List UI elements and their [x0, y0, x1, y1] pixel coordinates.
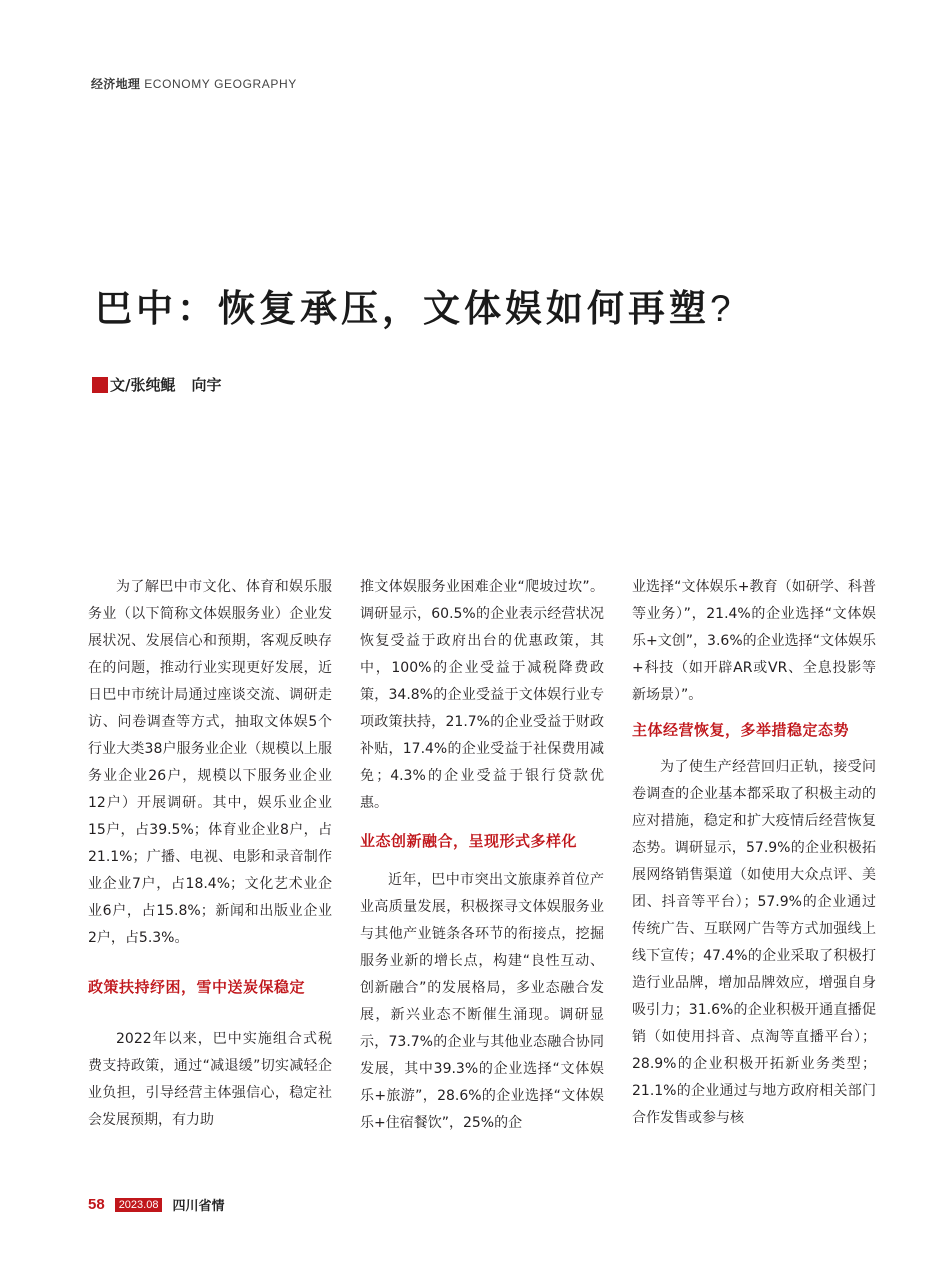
article-title-text: 巴中：恢复承压，文体娱如何再塑: [95, 287, 710, 330]
paragraph-intro: 为了解巴中市文化、体育和娱乐服务业（以下简称文体娱服务业）企业发展状况、发展信心和预期，客观反映存在的问题，推动行业实现更好发展，近日巴中市统计局通过座谈交流、调研走访、问卷调查等方式，抽取文体娱5个行业大类38户服务业企业（规模以上服务业企业26户，规模以下服务业企业12户）开展调研。其中，娱乐业企业15户，占39.5%；体育业企业8户，占21.1%；广播、电视、电影和录音制作业企业7户，占18.4%；文化艺术业企业6户，占15.8%；新闻和出版业企业2户，占5.3%。: [88, 579, 332, 946]
red-square-marker: [92, 377, 108, 393]
paragraph-recovery: 为了使生产经营回归正轨，接受问卷调查的企业基本都采取了积极主动的应对措施，稳定和扩大疫情后经营恢复态势。调研显示，57.9%的企业积极拓展网络销售渠道（如使用大众点评、美团、抖音等平台）；57.9%的企业通过传统广告、互联网广告等方式加强线上线下宣传；47.4%的企业采取了积极打造行业品牌，增加品牌效应，增强自身吸引力；31.6%的企业积极开通直播促销（如使用抖音、点淘等直播平台）；28.9%的企业积极开拓新业务类型；21.1%的企业通过与地方政府相关部门合作发售或参与核: [632, 759, 876, 1126]
article-title: [95, 278, 731, 332]
column-3: [632, 574, 876, 1132]
page-number: 58: [88, 1196, 105, 1213]
subheading-innovation: 业态创新融合，呈现形式多样化: [360, 832, 578, 850]
section-header: [91, 75, 297, 92]
issue-date-badge: 2023.08: [115, 1198, 163, 1212]
title-question-mark: ?: [710, 288, 731, 329]
page-footer: [88, 1195, 224, 1214]
paragraph-innovation: 近年，巴中市突出文旅康养首位产业高质量发展，积极探寻文体娱服务业与其他产业链条各环节的衔接点，挖掘服务业新的增长点，构建“良性互动、创新融合”的发展格局，多业态融合发展，新兴业态不断催生涌现。调研显示，73.7%的企业与其他业态融合协同发展，其中39.3%的企业选择“文体娱乐+旅游”，28.6%的企业选择“文体娱乐+住宿餐饮”，25%的企: [360, 872, 604, 1131]
byline: [92, 374, 222, 395]
byline-author-1: 文/张纯鲲: [110, 376, 176, 394]
byline-author-2: 向宇: [191, 376, 222, 394]
paragraph-policy: 2022年以来，巴中实施组合式税费支持政策，通过“减退缓”切实减轻企业负担，引导经营主体强信心，稳定社会发展预期，有力助: [88, 1031, 332, 1128]
column-2: [360, 574, 604, 1137]
paragraph-policy-continued: 推文体娱服务业困难企业“爬坡过坎”。调研显示，60.5%的企业表示经营状况恢复受益于政府出台的优惠政策，其中，100%的企业受益于减税降费政策，34.8%的企业受益于文体娱行业专项政策扶持，21.7%的企业受益于财政补贴，17.4%的企业受益于社保费用减免；4.3%的企业受益于银行贷款优惠。: [360, 579, 604, 811]
magazine-name: 四川省情: [172, 1199, 225, 1214]
section-name-cn: 经济地理: [91, 77, 141, 91]
subheading-policy: 政策扶持纾困，雪中送炭保稳定: [88, 978, 306, 996]
subheading-recovery: 主体经营恢复，多举措稳定态势: [632, 721, 850, 739]
section-name-en: ECONOMY GEOGRAPHY: [144, 77, 297, 91]
column-1: [88, 574, 332, 1134]
paragraph-innovation-continued: 业选择“文体娱乐+教育（如研学、科普等业务）”，21.4%的企业选择“文体娱乐+文创”，3.6%的企业选择“文体娱乐+科技（如开辟AR或VR、全息投影等新场景）”。: [632, 579, 876, 703]
